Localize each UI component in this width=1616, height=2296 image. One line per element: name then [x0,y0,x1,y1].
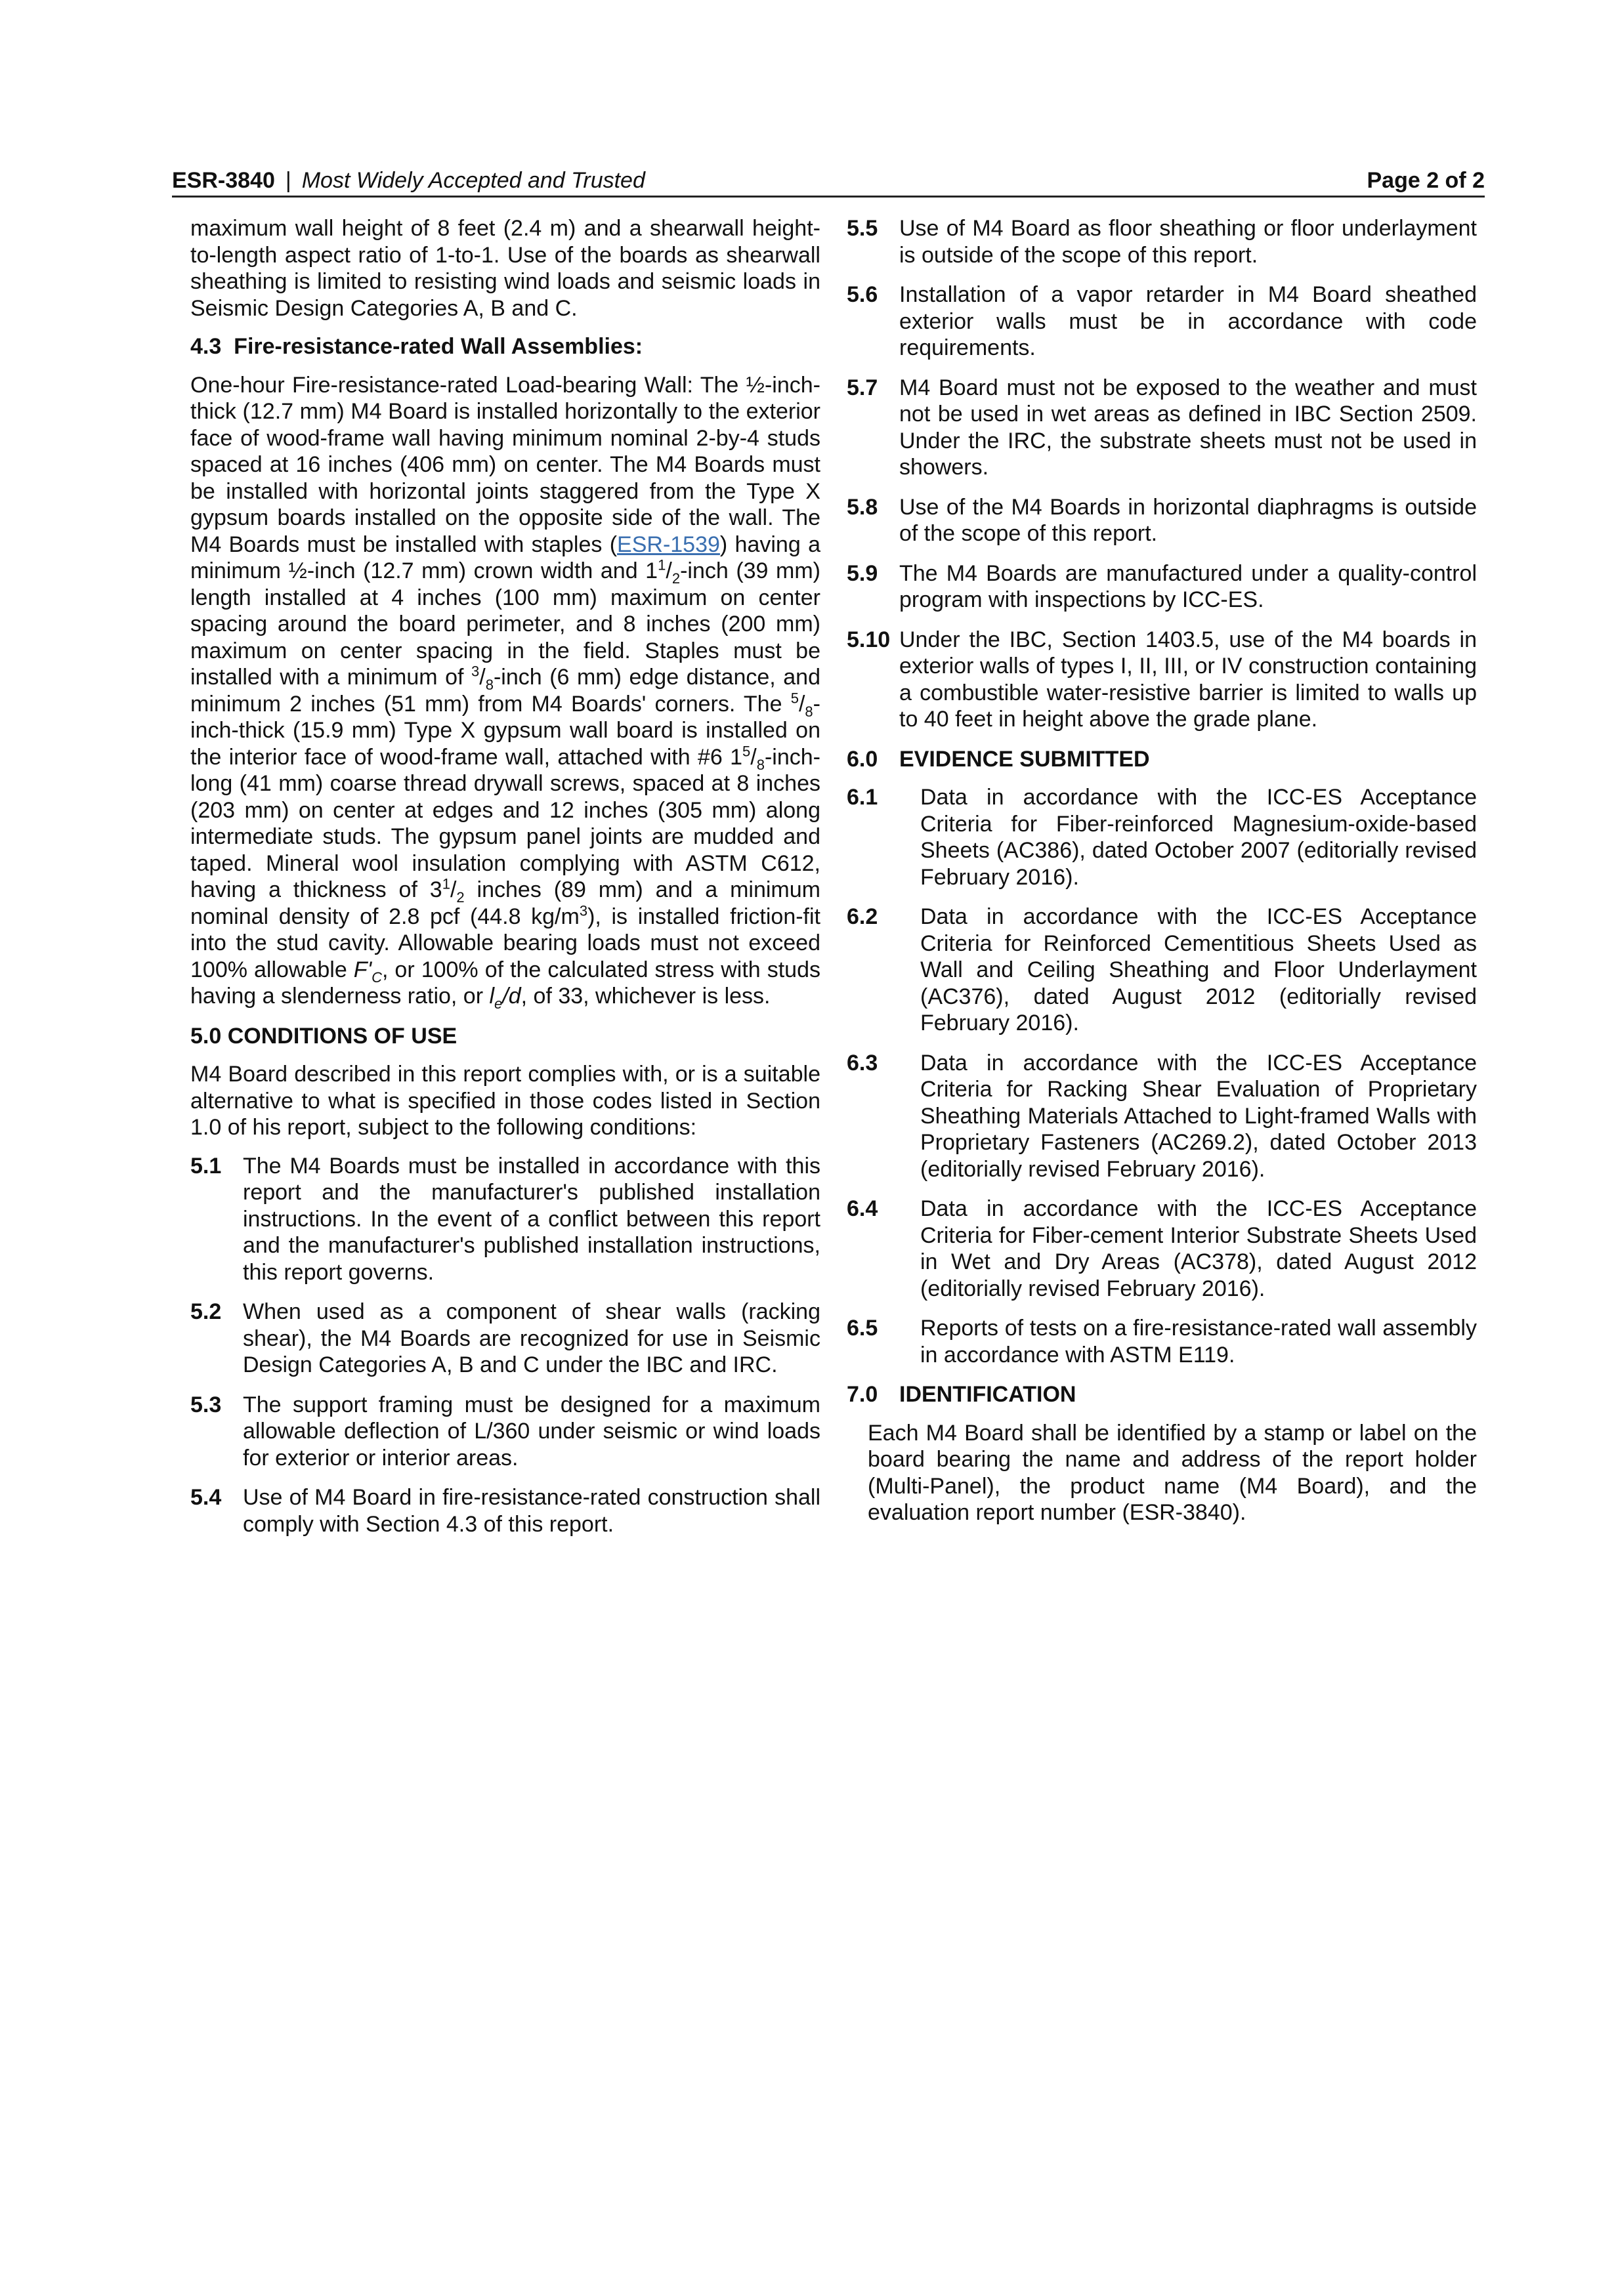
frac-den: 2 [456,888,465,906]
item-number: 6.3 [847,1050,878,1075]
condition-item [847,375,1477,481]
intro-paragraph: maximum wall height of 8 feet (2.4 m) and a shearwall height-to-length aspect ratio of 1-to-1. Use of the boards as shearwall sheathing is limited to resisting wind loads and seismic loads in Seismic Design Categories A, B and C. [190,216,820,321]
item-number: 5.9 [847,560,878,586]
item-text: Under the IBC, Section 1403.5, use of the M4 boards in exterior walls of types I, II, III, or IV construction containing a combustible water-resistive barrier is limited to walls up to 40 feet in height above the grade plane. [899,627,1477,732]
condition-item [847,560,1477,614]
item-number: 5.2 [190,1299,222,1324]
section-4-3-title: Fire-resistance-rated Wall Assemblies: [234,334,643,359]
subscript: e [494,995,503,1012]
text-run: -inch-long (41 mm) coarse thread drywall screws, spaced at 8 inches (203 mm) on center at edges and 12 inches (305 mm) along intermediate studs. The gypsum panel joints are mudded and taped. Mineral wool insulation complying with ASTM C612, having a thickness of 3 [190,744,820,902]
section-7-0-heading [847,1381,1477,1408]
text-run: -inch (39 mm) length installed at 4 inches (100 mm) maximum on center spacing around the board perimeter, and 8 inches (200 mm) maximum on center spacing in the field. Staples must be installed with a minimum of [190,558,821,690]
section-5-0-heading: 5.0 CONDITIONS OF USE [190,1023,457,1049]
identification-paragraph: Each M4 Board shall be identified by a stamp or label on the board bearing the name and address of the report holder (Multi-Panel), the product name (M4 Board), and the evaluation report number (ESR-3840). [868,1420,1477,1525]
section-4-3-paragraph: One-hour Fire-resistance-rated Load-bearing Wall: The ½-inch-thick (12.7 mm) M4 Board is installed horizontally to the exterior face of wood-frame wall having minimum nominal 2-by-4 studs spaced at 16 inches (406 mm) on center. The M4 Boards must be installed with horizontal joints staggered from the Type X gypsum boards installed on the opposite side of the wall. The M4 Boards must be installed with staples (ESR-1539) having a minimum ½-inch (12.7 mm) crown width and $1^1/_2$-inch (39 mm) length installed at 4 inches (100 mm) maximum on center spacing around the board perimeter, and 8 inches (200 mm) maximum on center spacing in the field. Staples must be installed with a minimum of $^3/_8$-inch (6 mm) edge distance, and minimum 2 inches (51 mm) from M4 Boards' corners. The $^5/_8-inch$-thick (15.9 mm) Type X gypsum wall board is installed on the interior face of wood-frame wall, attached with #6 $1^5/_8-inch$-long (41 mm) coarse thread drywall screws, spaced at 8 inches (203 mm) on center at edges and 12 inches (305 mm) along intermediate studs. The gypsum panel joints are mudded and taped. Mineral wool insulation complying with ASTM C612, having a thickness of $3^1/_2$ inches (89 mm) and a minimum nominal density of 2.8 pcf (44.8 $kg/m^3$), is installed friction-fit into the stud cavity. Allowable bearing loads must not exceed 100% allowable $F'_C$, or 100% of the calculated stress with studs having a slenderness ratio, or $l_e/d$, of 33, whichever is less. [190,372,821,1012]
item-text: Use of M4 Board as floor sheathing or floor underlayment is outside of the scope of this report. [899,216,1477,268]
item-number: 6.1 [847,785,878,810]
evidence-item [847,784,1477,890]
right-column [847,215,1477,1538]
header-slogan: Most Widely Accepted and Trusted [301,168,645,193]
section-7-0-number: 7.0 [847,1382,878,1407]
left-column [190,215,820,1551]
text-run: ), is installed friction-fit into the stud cavity. Allowable bearing loads must not exceed 100% allowable [190,904,820,982]
item-number: 6.5 [847,1316,878,1341]
frac-num: 1 [442,875,450,892]
item-text: Data in accordance with the ICC-ES Acceptance Criteria for Reinforced Cementitious Sheets Used as Wall and Ceiling Sheathing and Floor Underlayment (AC376), dated August 2012 (editorially revised February 2016). [920,904,1477,1035]
condition-item [190,1392,820,1472]
item-number: 5.8 [847,494,878,520]
italic-symbol: /d [502,984,521,1009]
frac-num: 1 [658,556,666,574]
item-number: 5.6 [847,282,878,307]
page-number: Page 2 of 2 [1367,168,1485,193]
item-text: Reports of tests on a fire-resistance-rated wall assembly in accordance with ASTM E119. [920,1316,1477,1367]
item-number: 5.1 [190,1153,222,1179]
frac-num: 5 [790,690,799,707]
item-number: 5.7 [847,375,878,400]
item-text: Use of M4 Board in fire-resistance-rated construction shall comply with Section 4.3 of this report. [243,1485,820,1537]
header-rule [172,196,1485,198]
condition-item [847,215,1477,268]
evidence-item [847,1196,1477,1302]
italic-symbol: F' [353,957,372,982]
subscript: C [372,969,382,986]
section-6-0-title: EVIDENCE SUBMITTED [899,746,1150,772]
section-7-0-title: IDENTIFICATION [899,1382,1076,1407]
page-header [172,163,1485,197]
frac-num: 3 [471,663,480,680]
text-run: One-hour Fire-resistance-rated Load-bearing Wall: The ½-inch-thick (12.7 mm) M4 Board is installed horizontally to the exterior face of wood-frame wall having minimum nominal 2-by-4 studs spaced at 16 inches (406 mm) on center. The M4 Boards must be installed with horizontal joints staggered from the Type X gypsum boards installed on the opposite side of the wall. The M4 Boards must be installed with staples ( [190,372,820,557]
item-text: Use of the M4 Boards in horizontal diaphragms is outside of the scope of this report. [899,494,1477,546]
text-run: ) having a minimum ½-inch (12.7 mm) crown width and 1 [190,532,820,583]
report-code: ESR-3840 [172,168,275,193]
item-text: Installation of a vapor retarder in M4 Board sheathed exterior walls must be in accordance with code requirements. [899,282,1477,360]
item-number: 5.5 [847,216,878,241]
item-text: The support framing must be designed for a maximum allowable deflection of L/360 under seismic or wind loads for exterior or interior areas. [243,1392,820,1471]
section-4-3-number: 4.3 [190,334,222,359]
condition-item [190,1299,820,1379]
condition-item [847,494,1477,547]
esr-1539-link[interactable]: ESR-1539 [617,532,720,557]
evidence-item [847,1315,1477,1368]
text-run: inches (89 mm) and a minimum nominal density of 2.8 pcf (44.8 kg/m [190,877,820,929]
item-number: 6.4 [847,1196,878,1221]
condition-item [190,1484,820,1537]
section-6-0-heading [847,746,1477,773]
italic-symbol: l [489,984,495,1009]
item-number: 5.10 [847,627,891,652]
condition-item [847,627,1477,733]
item-text: The M4 Boards are manufactured under a quality-control program with inspections by ICC-ES. [899,560,1477,612]
text-run: -inch (6 mm) edge distance, and minimum 2 inches (51 mm) from M4 Boards' corners. The [190,665,820,717]
text-run: , of 33, whichever is less. [521,984,771,1009]
frac-den: 8 [485,676,494,693]
header-left [172,168,645,194]
evidence-item [847,1050,1477,1183]
section-6-0-number: 6.0 [847,746,878,772]
item-text: M4 Board must not be exposed to the weather and must not be used in wet areas as defined in IBC Section 2509. Under the IRC, the substrate sheets must not be used in showers. [899,375,1477,480]
item-text: The M4 Boards must be installed in accordance with this report and the manufacturer's published installation instructions. In the event of a conflict between this report and the manufacturer's published installation instructions, this report governs. [243,1153,820,1285]
condition-item [847,282,1477,362]
frac-num: 5 [742,743,751,760]
superscript: 3 [579,902,588,919]
frac-den: 2 [671,570,681,587]
condition-item [190,1153,820,1286]
text-run: -inch-thick (15.9 mm) Type X gypsum wall board is installed on the interior face of wood-frame wall, attached with #6 1 [190,691,820,770]
evidence-item [847,904,1477,1037]
item-number: 6.2 [847,904,878,929]
header-separator: | [285,168,291,193]
item-number: 5.3 [190,1392,222,1417]
item-number: 5.4 [190,1485,222,1510]
text-run: , or 100% of the calculated stress with studs having a slenderness ratio, or [190,957,820,1009]
section-5-0-intro: M4 Board described in this report complies with, or is a suitable alternative to what is specified in those codes listed in Section 1.0 of his report, subject to the following conditions: [190,1062,820,1140]
frac-den: 8 [756,756,765,773]
item-text: When used as a component of shear walls (racking shear), the M4 Boards are recognized for use in Seismic Design Categories A, B and C under the IBC and IRC. [243,1299,820,1377]
item-text: Data in accordance with the ICC-ES Acceptance Criteria for Fiber-cement Interior Substrate Sheets Used in Wet and Dry Areas (AC378), dated August 2012 (editorially revised February 2016). [920,1196,1477,1301]
frac-den: 8 [805,703,813,720]
item-text: Data in accordance with the ICC-ES Acceptance Criteria for Racking Shear Evaluation of Proprietary Sheathing Materials Attached to Light-framed Walls with Proprietary Fasteners (AC269.2), dated October 2013 (editorially revised February 2016). [920,1050,1477,1182]
section-4-3-heading [190,333,820,360]
item-text: Data in accordance with the ICC-ES Acceptance Criteria for Fiber-reinforced Magnesium-oxide-based Sheets (AC386), dated October 2007 (editorially revised February 2016). [920,785,1477,890]
